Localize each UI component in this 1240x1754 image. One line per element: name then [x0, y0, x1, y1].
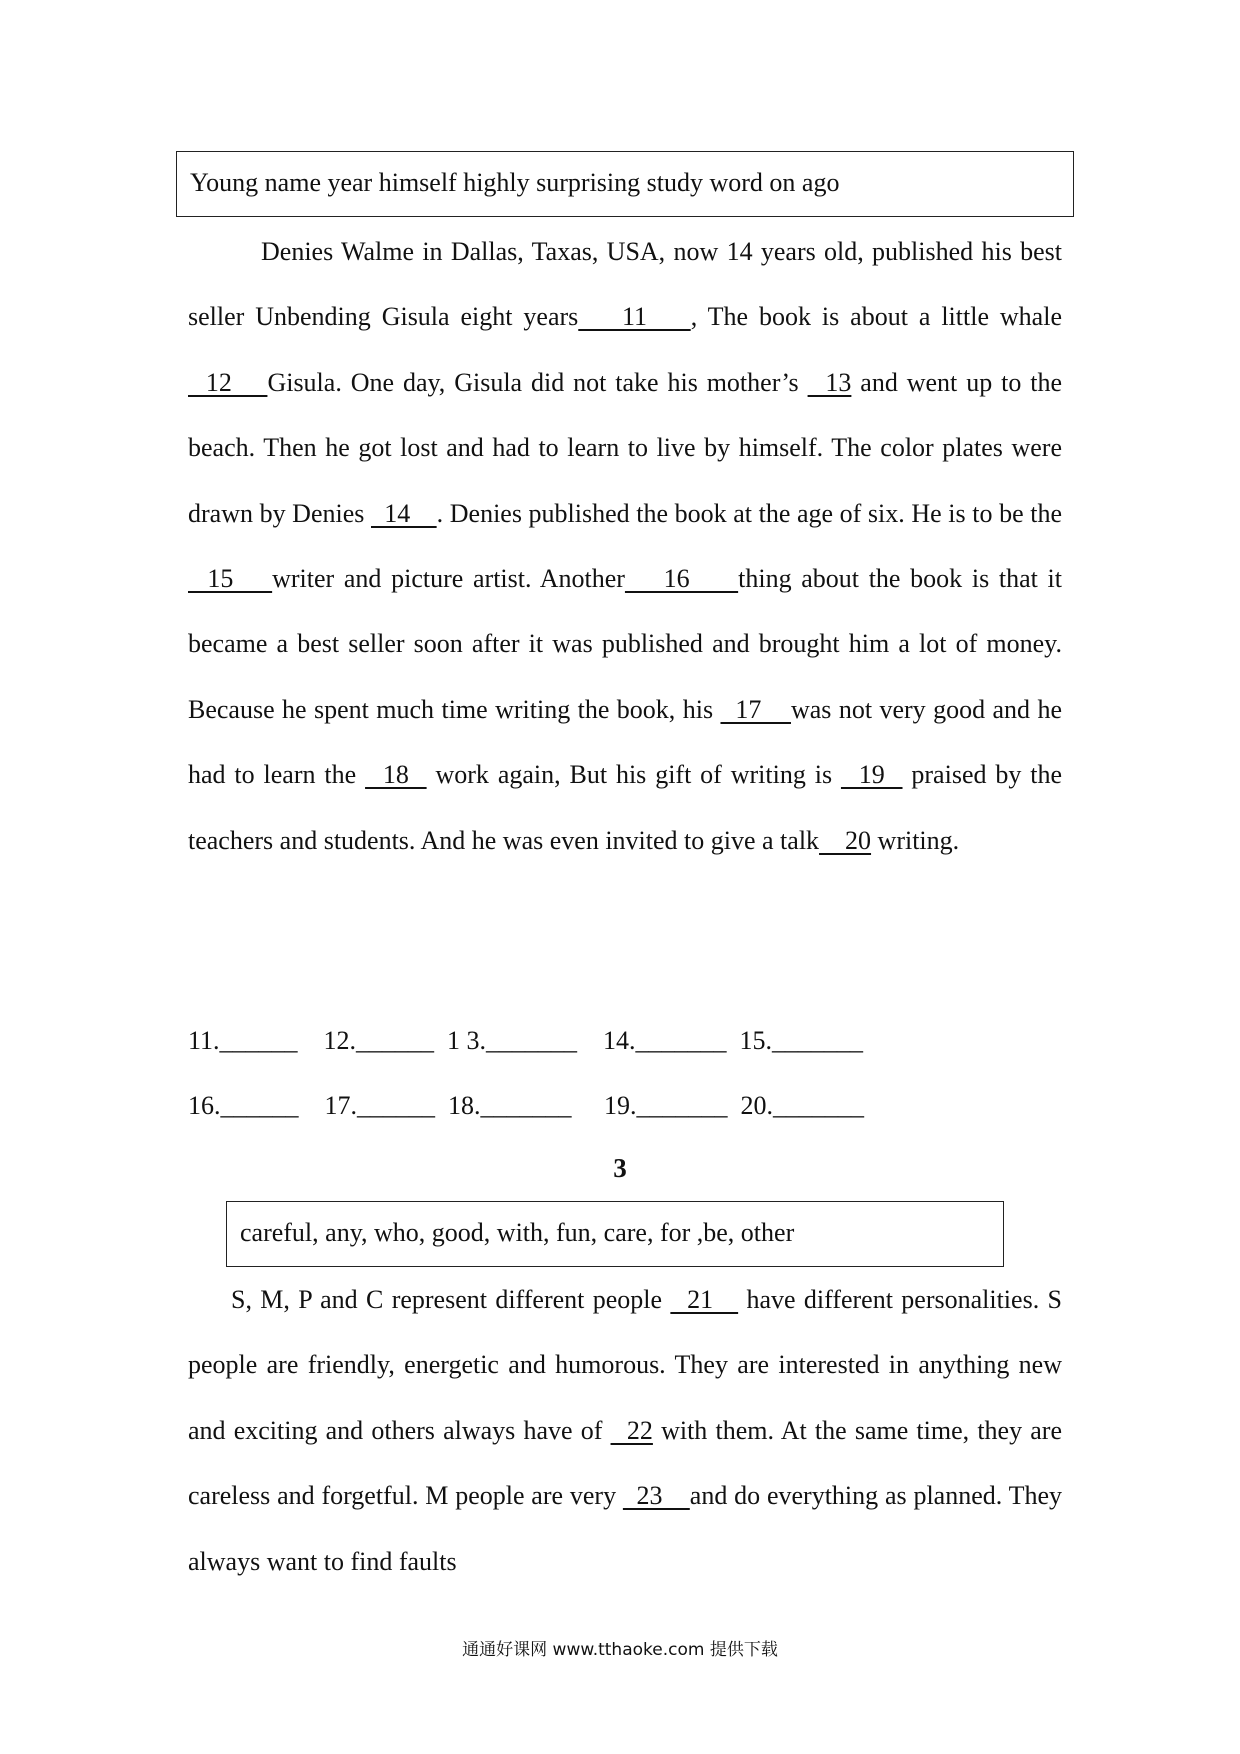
passage-text: was not very good and he had to learn the — [188, 694, 1063, 790]
passage-text: Gisula. One day, Gisula did not take his mother’s — [267, 367, 808, 397]
footer-watermark: 通通好课网 www.tthaoke.com 提供下载 — [462, 1640, 778, 1660]
passage-text: , The book is about a little whale — [690, 302, 1062, 332]
passage-2 — [188, 1267, 1062, 1594]
passage-text: S, M, P and C represent different people — [231, 1285, 671, 1314]
passage-text: praised by the teachers and students. And he was even invited to give a talk — [188, 760, 1063, 855]
word-box-1: Young name year himself highly surprising study word on ago — [176, 151, 1074, 217]
passage-text: work again, But his gift of writing is — [426, 760, 841, 790]
passage-1 — [188, 219, 1062, 873]
passage-text: with them. At the same time, they are careless and forgetful. M people are very — [188, 1415, 1062, 1511]
section-number: 3 — [613, 1153, 627, 1183]
answer-row-1: 11.______ 12.______ 1 3._______ 14._______ 15._______ — [188, 1026, 864, 1055]
word-box-2: careful, any, who, good, with, fun, care, for ,be, other — [226, 1201, 1004, 1267]
blank: 19 — [840, 760, 903, 790]
blank: 12 — [188, 367, 268, 397]
blank: 22 — [610, 1415, 653, 1445]
blank: 20 — [819, 825, 872, 855]
blank: 21 — [670, 1285, 739, 1314]
blank: 17 — [720, 694, 791, 724]
passage-text: and went up to the beach. Then he got lost and had to learn to live by himself. The color plates were drawn by Denies — [188, 367, 1062, 528]
blank: 14 — [371, 498, 437, 528]
passage-text: writing. — [871, 825, 960, 855]
blank: 16 — [624, 564, 739, 594]
passage-text: have different personalities. S people are friendly, energetic and humorous. They are interested in anything new and exciting and others always have of — [188, 1285, 1063, 1445]
passage-text: . Denies published the book at the age of six. He is to be the — [436, 498, 1062, 528]
blank: 23 — [622, 1481, 690, 1511]
passage-text: and do everything as planned. They always want to find faults — [188, 1481, 1063, 1576]
answer-row-2: 16.______ 17.______ 18._______ 19._______ 20._______ — [188, 1091, 864, 1120]
blank: 18 — [365, 760, 427, 790]
blank: 13 — [807, 367, 852, 397]
passage-text: Denies Walme in Dallas, Taxas, USA, now 14 years old, published his best seller Unbending Gisula eight years — [188, 237, 1062, 332]
blank: 11 — [578, 302, 691, 332]
passage-text: thing about the book is that it became a best seller soon after it was published and brought him a lot of money. Because he spent much time writing the book, his — [188, 564, 1062, 724]
blank: 15 — [188, 564, 273, 594]
passage-text: writer and picture artist. Another — [272, 564, 625, 594]
